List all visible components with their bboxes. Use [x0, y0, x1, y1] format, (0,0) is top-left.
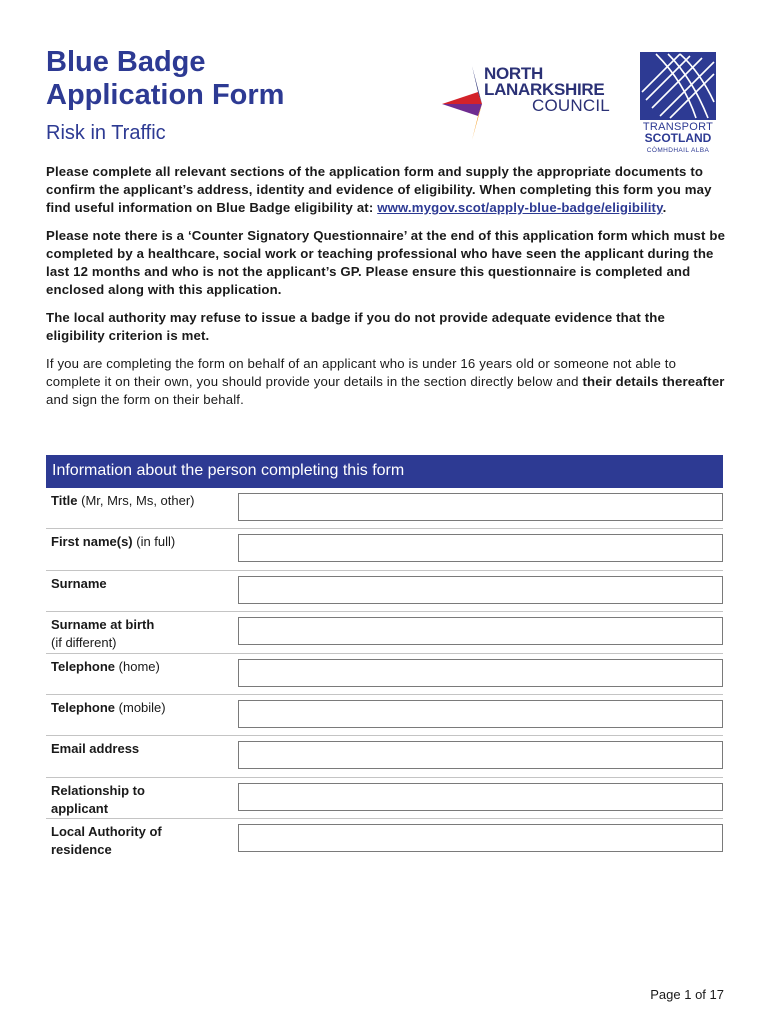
field-label — [51, 823, 191, 859]
form-row-local-authority — [46, 819, 723, 860]
email-field[interactable] — [238, 741, 723, 769]
title-line-1: Blue Badge — [46, 46, 206, 78]
field-label — [51, 492, 231, 510]
intro-p4-bold: their details thereafter — [582, 374, 725, 389]
relationship-input[interactable] — [238, 783, 723, 811]
ts-line-1: TRANSPORT — [642, 121, 714, 133]
form-row-telephone-mobile — [46, 695, 723, 736]
field-label — [51, 740, 231, 758]
surname-input[interactable] — [238, 576, 723, 604]
transport-scotland-wordmark — [630, 122, 726, 156]
field-label — [51, 533, 231, 551]
intro-p4-end: and sign the form on their behalf. — [46, 392, 244, 407]
label-bold: Local Authority of residence — [51, 824, 162, 858]
telephone-mobile-input[interactable] — [238, 700, 723, 728]
nl-line-1: NORTH — [484, 64, 543, 83]
form-row-email — [46, 736, 723, 777]
label-bold: First name(s) — [51, 534, 133, 550]
ts-line-3: CÒMHDHAIL ALBA — [646, 147, 710, 154]
telephone-home-input[interactable] — [238, 659, 723, 687]
transport-scotland-logo-icon — [640, 52, 716, 120]
title-input[interactable] — [238, 493, 723, 521]
section-heading: Information about the person completing this form — [46, 455, 723, 488]
form-row-relationship — [46, 778, 723, 819]
page-title — [46, 46, 284, 112]
label-bold: Telephone — [51, 658, 116, 674]
field-label — [51, 782, 191, 818]
local-authority-input[interactable] — [238, 824, 723, 852]
form-row-telephone-home — [46, 654, 723, 695]
applicant-info-form — [46, 488, 723, 861]
label-line-2: (if different) — [51, 635, 117, 651]
label-bold: Telephone — [51, 699, 116, 715]
intro-text — [46, 163, 726, 419]
intro-paragraph-3: The local authority may refuse to issue a badge if you do not provide adequate evidence that the eligibility criterion is met. — [46, 310, 665, 343]
form-row-first-names — [46, 529, 723, 570]
label-bold: Surname — [51, 575, 107, 591]
title-line-2: Application Form — [46, 79, 285, 111]
label-normal: (home) — [115, 658, 160, 674]
eligibility-link[interactable]: www.mygov.scot/apply-blue-badge/eligibility — [377, 200, 663, 215]
first-names-input[interactable] — [238, 534, 723, 562]
intro-p1-text: Please complete all relevant sections of the application form and supply the appropriate documents to confirm the applicant’s address, identity and evidence of eligibility. When completing this form you may find useful information on Blue Badge eligibility at: — [46, 164, 712, 215]
nl-line-2: LANARKSHIRE — [484, 80, 605, 99]
intro-paragraph-1 — [46, 163, 726, 217]
intro-paragraph-4 — [46, 355, 726, 409]
ts-line-2: SCOTLAND — [644, 131, 712, 145]
field-label — [51, 699, 231, 717]
label-bold: Title — [51, 493, 78, 508]
field-label — [51, 658, 231, 676]
field-label — [51, 575, 231, 593]
page-number: Page 1 of 17 — [650, 987, 724, 1002]
north-lanarkshire-wordmark — [484, 66, 610, 114]
label-normal: (mobile) — [115, 699, 166, 715]
label-bold: Surname at birth — [51, 617, 155, 633]
label-normal: (in full) — [132, 534, 176, 550]
page-subtitle: Risk in Traffic — [46, 122, 166, 144]
surname-at-birth-input[interactable] — [238, 617, 723, 645]
form-row-title — [46, 488, 723, 529]
field-label — [51, 616, 231, 652]
intro-paragraph-2: Please note there is a ‘Counter Signatory Questionnaire’ at the end of this application form which must be completed by a healthcare, social work or teaching professional who have seen the applicant during the last 12 months and who is not the applicant’s GP. Please ensure this questionnaire is completed and enclosed along with this application. — [46, 228, 726, 297]
intro-p1-end: . — [662, 200, 667, 215]
label-normal: (Mr, Mrs, Ms, other) — [77, 493, 195, 508]
label-bold: Email address — [51, 741, 140, 757]
intro-p4-start: If you are completing the form on behalf of an applicant who is under 16 years old or someone not able to complete it on their own, you should provide your details in the section directly below and — [46, 356, 677, 389]
nl-line-3: COUNCIL — [532, 96, 610, 115]
label-bold: Relationship to applicant — [51, 782, 145, 816]
form-row-surname-at-birth — [46, 612, 723, 653]
form-row-surname — [46, 571, 723, 612]
